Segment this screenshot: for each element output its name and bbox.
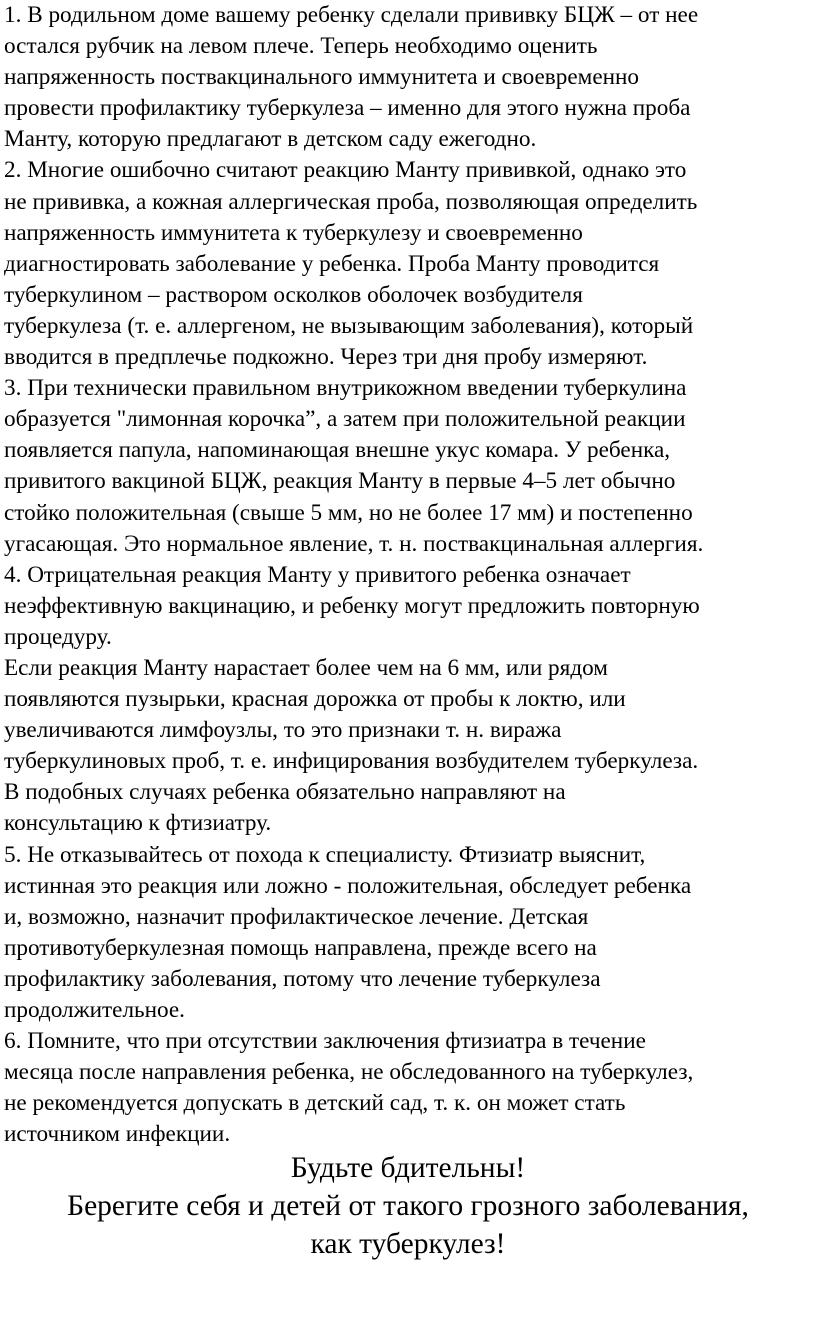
text-line: Манту, которую предлагают в детском саду ежегодно. bbox=[4, 126, 537, 153]
text-line: привитого вакциной БЦЖ, реакция Манту в первые 4–5 лет обычно bbox=[4, 468, 676, 495]
text-line: 5. Не отказывайтесь от похода к специалисту. Фтизиатр выяснит, bbox=[4, 841, 646, 868]
closing-line: Будьте бдительны! bbox=[290, 1152, 526, 1184]
text-line: и, возможно, назначит профилактическое лечение. Детская bbox=[4, 903, 589, 930]
closing-line: как туберкулез! bbox=[310, 1228, 506, 1260]
text-line: 6. Помните, что при отсутствии заключения фтизиатра в течение bbox=[4, 1028, 646, 1055]
text-line: напряженность поствакцинального иммунитета и своевременно bbox=[4, 64, 640, 91]
text-line: неэффективную вакцинацию, и ребенку могут предложить повторную bbox=[4, 592, 700, 619]
text-line: остался рубчик на левом плече. Теперь необходимо оценить bbox=[4, 33, 598, 60]
text-line: напряженность иммунитета к туберкулезу и своевременно bbox=[4, 219, 583, 246]
text-line: профилактику заболевания, потому что лечение туберкулеза bbox=[4, 965, 601, 992]
text-line: продолжительное. bbox=[4, 997, 185, 1023]
text-line: угасающая. Это нормальное явление, т. н. поствакцинальная аллергия. bbox=[4, 530, 704, 557]
text-line: образуется "лимонная корочка”, а затем при положительной реакции bbox=[4, 406, 686, 433]
text-line: 4. Отрицательная реакция Манту у привитого ребенка означает bbox=[4, 561, 631, 588]
text-line: консультацию к фтизиатру. bbox=[4, 810, 272, 837]
text-line: процедуру. bbox=[4, 623, 112, 650]
text-line: Если реакция Манту нарастает более чем на 6 мм, или рядом bbox=[4, 654, 608, 681]
text-line: не прививка, а кожная аллергическая проба, позволяющая определить bbox=[4, 188, 698, 215]
text-line: туберкулиновых проб, т. е. инфицирования возбудителем туберкулеза. bbox=[4, 748, 699, 775]
closing-line: Берегите себя и детей от такого грозного заболевания, bbox=[67, 1190, 749, 1222]
text-line: появляется папула, напоминающая внешне укус комара. У ребенка, bbox=[4, 437, 671, 464]
text-line: стойко положительная (свыше 5 мм, но не более 17 мм) и постепенно bbox=[4, 499, 693, 526]
text-line: истинная это реакция или ложно - положительная, обследует ребенка bbox=[4, 872, 692, 899]
text-line: 3. При технически правильном внутрикожном введении туберкулина bbox=[4, 375, 687, 402]
text-line: туберкулином – раствором осколков оболочек возбудителя bbox=[4, 281, 583, 308]
text-line: противотуберкулезная помощь направлена, прежде всего на bbox=[4, 934, 597, 961]
text-line: увеличиваются лимфоузлы, то это признаки т. н. виража bbox=[4, 717, 562, 744]
text-line: туберкулеза (т. е. аллергеном, не вызывающим заболевания), который bbox=[4, 312, 694, 339]
text-line: В подобных случаях ребенка обязательно направляют на bbox=[4, 779, 566, 806]
text-line: провести профилактику туберкулеза – именно для этого нужна проба bbox=[4, 95, 691, 122]
text-line: не рекомендуется допускать в детский сад, т. к. он может стать bbox=[4, 1090, 626, 1117]
body-text bbox=[4, 0, 816, 1150]
text-line: 1. В родильном доме вашему ребенку сделали прививку БЦЖ – от нее bbox=[4, 2, 699, 28]
text-line: источником инфекции. bbox=[4, 1121, 231, 1148]
text-line: 2. Многие ошибочно считают реакцию Манту прививкой, однако это bbox=[4, 157, 687, 184]
text-line: месяца после направления ребенка, не обследованного на туберкулез, bbox=[4, 1059, 694, 1086]
text-line: появляются пузырьки, красная дорожка от пробы к локтю, или bbox=[4, 686, 626, 713]
text-line: диагностировать заболевание у ребенка. Проба Манту проводится bbox=[4, 250, 660, 277]
text-line: вводится в предплечье подкожно. Через три дня пробу измеряют. bbox=[4, 344, 648, 371]
